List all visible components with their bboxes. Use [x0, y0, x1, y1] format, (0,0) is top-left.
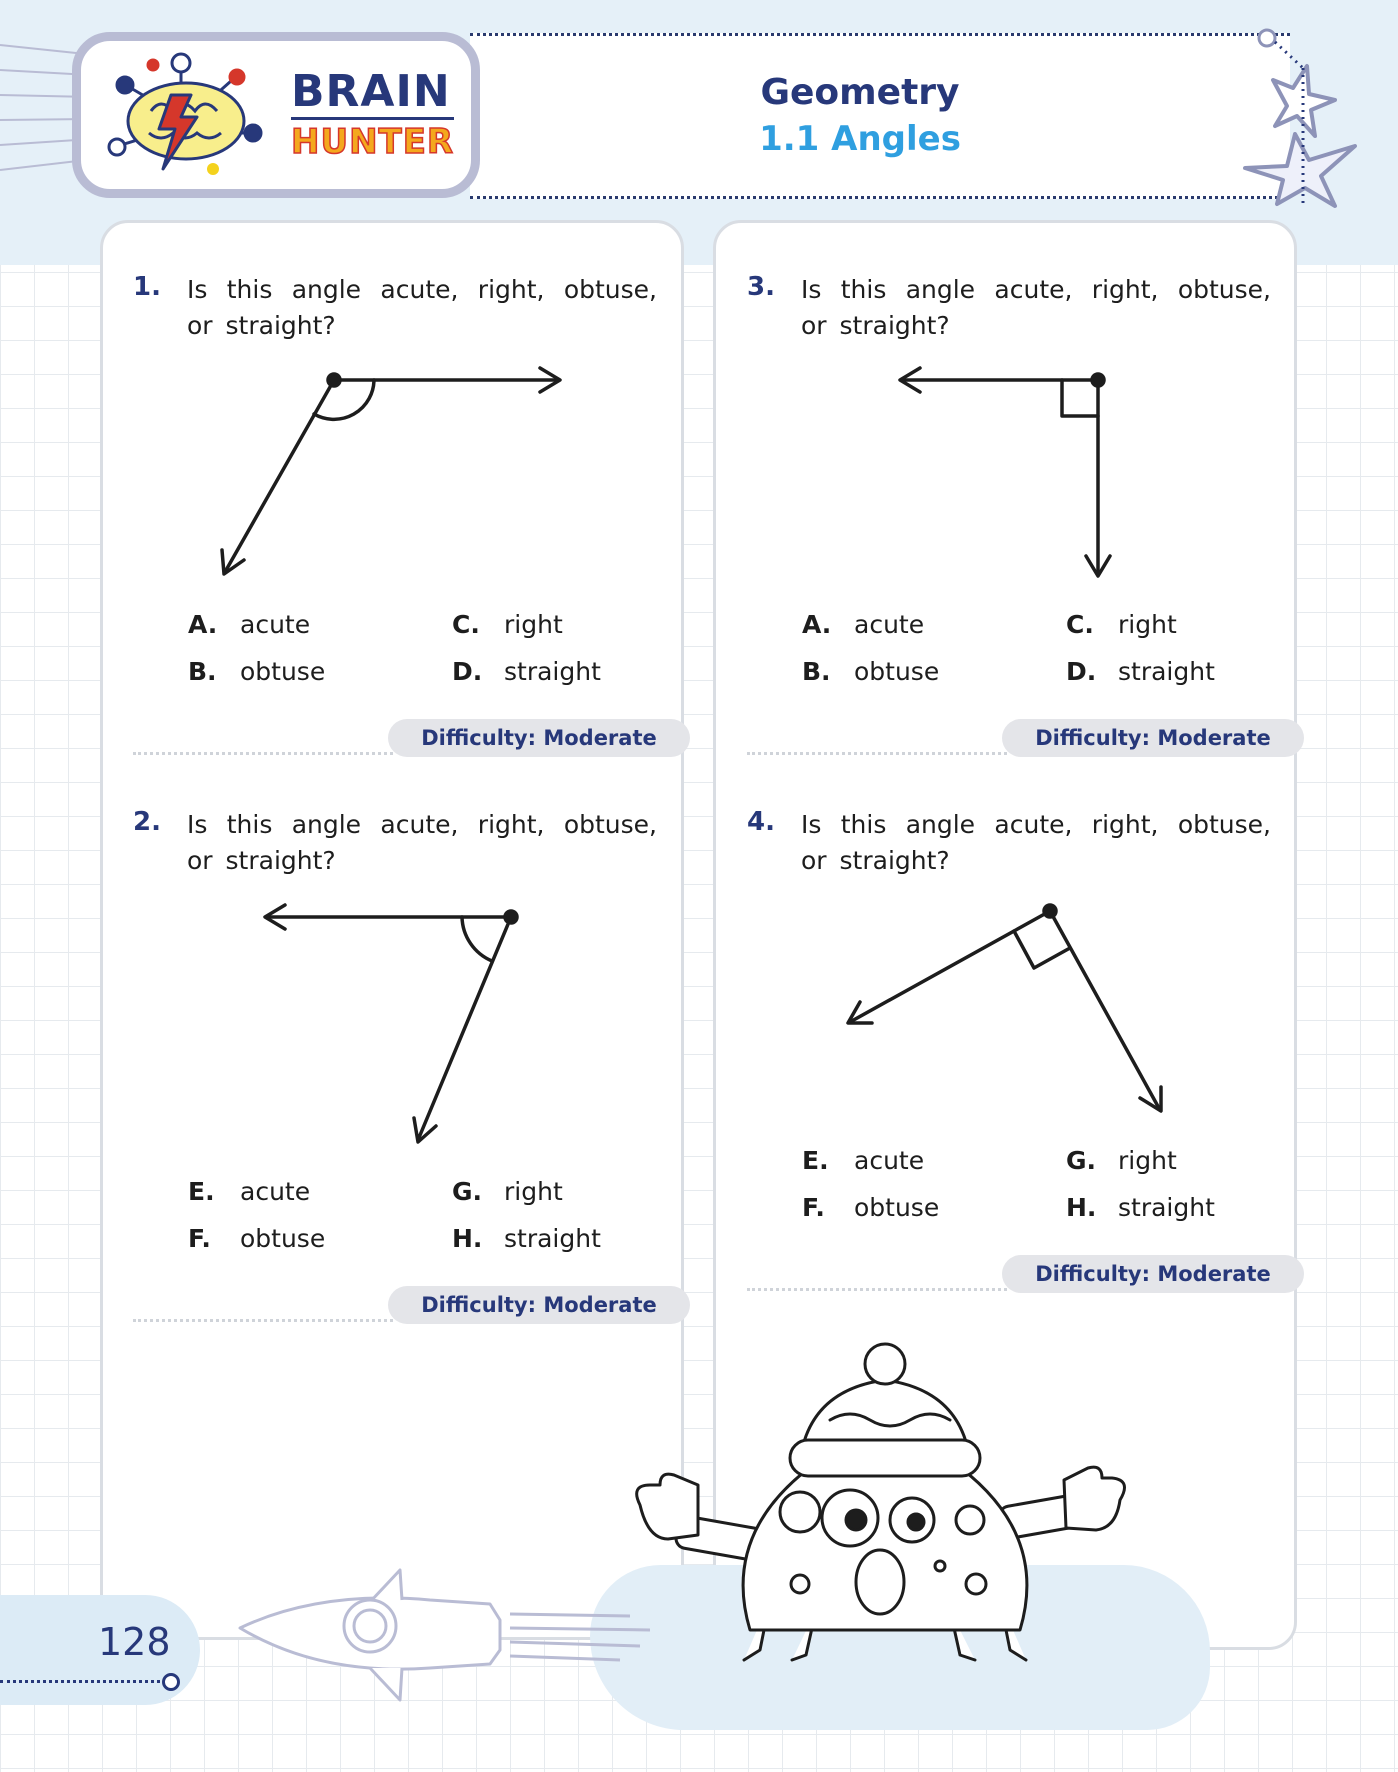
choice-3a[interactable]: [802, 610, 924, 639]
question-number: 4.: [747, 807, 775, 837]
question-number: 3.: [747, 272, 775, 302]
choice-text: acute: [240, 1177, 311, 1206]
choice-label: G.: [1066, 1146, 1097, 1175]
choice-label: C.: [1066, 610, 1094, 639]
question-number: 1.: [133, 272, 161, 302]
page-number-dot: [162, 1673, 180, 1691]
choice-label: H.: [1066, 1193, 1097, 1222]
section-title: 1.1 Angles: [759, 119, 961, 159]
angle-figure-3: [900, 368, 1110, 576]
choice-label: F.: [188, 1224, 211, 1253]
question-text: Is this angle acute, right, obtuse, or straight?: [801, 810, 1271, 875]
question-number: 2.: [133, 807, 161, 837]
choice-2g[interactable]: [452, 1177, 563, 1206]
difficulty-badge: Difficulty: Moderate: [1002, 1255, 1304, 1293]
choice-text: straight: [1118, 657, 1215, 686]
brand-line-2: HUNTER: [291, 117, 454, 162]
choice-text: straight: [504, 657, 601, 686]
choice-text: right: [1118, 1146, 1177, 1175]
difficulty-badge: Difficulty: Moderate: [388, 1286, 690, 1324]
choice-label: C.: [452, 610, 480, 639]
mascot-illustration: [620, 1330, 1260, 1670]
choice-label: H.: [452, 1224, 483, 1253]
choice-text: obtuse: [240, 657, 326, 686]
subject-title: Geometry: [760, 72, 960, 113]
choice-label: D.: [452, 657, 483, 686]
choice-text: straight: [1118, 1193, 1215, 1222]
choice-label: E.: [188, 1177, 215, 1206]
choice-4h[interactable]: [1066, 1193, 1215, 1222]
choice-text: obtuse: [854, 1193, 940, 1222]
choice-label: B.: [188, 657, 217, 686]
question-text: Is this angle acute, right, obtuse, or straight?: [187, 810, 657, 875]
divider: [133, 752, 393, 755]
difficulty-badge: Difficulty: Moderate: [388, 719, 690, 757]
choice-1c[interactable]: [452, 610, 563, 639]
difficulty-badge: Difficulty: Moderate: [1002, 719, 1304, 757]
choice-4g[interactable]: [1066, 1146, 1177, 1175]
question-text: Is this angle acute, right, obtuse, or straight?: [187, 275, 657, 340]
choice-1b[interactable]: [188, 657, 325, 686]
choice-3c[interactable]: [1066, 610, 1177, 639]
page-number-dotted-line: [0, 1680, 166, 1683]
brand-line-1: BRAIN: [291, 66, 451, 117]
choice-label: A.: [802, 610, 832, 639]
choice-text: obtuse: [854, 657, 940, 686]
choice-1a[interactable]: [188, 610, 310, 639]
choice-label: B.: [802, 657, 831, 686]
choice-text: acute: [854, 610, 925, 639]
choice-text: straight: [504, 1224, 601, 1253]
choice-label: F.: [802, 1193, 825, 1222]
divider: [747, 752, 1007, 755]
choice-label: E.: [802, 1146, 829, 1175]
choice-2f[interactable]: [188, 1224, 325, 1253]
page-number: 128: [98, 1620, 171, 1664]
choice-text: right: [1118, 610, 1177, 639]
rocket-icon: [230, 1560, 670, 1710]
divider: [747, 1288, 1007, 1291]
choice-1d[interactable]: [452, 657, 601, 686]
angle-figure-1: [222, 368, 560, 574]
choice-text: right: [504, 610, 563, 639]
choice-2h[interactable]: [452, 1224, 601, 1253]
choice-text: obtuse: [240, 1224, 326, 1253]
choice-text: acute: [240, 610, 311, 639]
choice-4e[interactable]: [802, 1146, 924, 1175]
choice-3b[interactable]: [802, 657, 939, 686]
angle-figure-2: [265, 905, 517, 1142]
choice-text: acute: [854, 1146, 925, 1175]
choice-label: A.: [188, 610, 218, 639]
choice-3d[interactable]: [1066, 657, 1215, 686]
question-text: Is this angle acute, right, obtuse, or straight?: [801, 275, 1271, 340]
choice-4f[interactable]: [802, 1193, 939, 1222]
divider: [133, 1319, 393, 1322]
angle-figure-4: [848, 905, 1161, 1111]
choice-label: G.: [452, 1177, 483, 1206]
choice-text: right: [504, 1177, 563, 1206]
choice-2e[interactable]: [188, 1177, 310, 1206]
choice-label: D.: [1066, 657, 1097, 686]
